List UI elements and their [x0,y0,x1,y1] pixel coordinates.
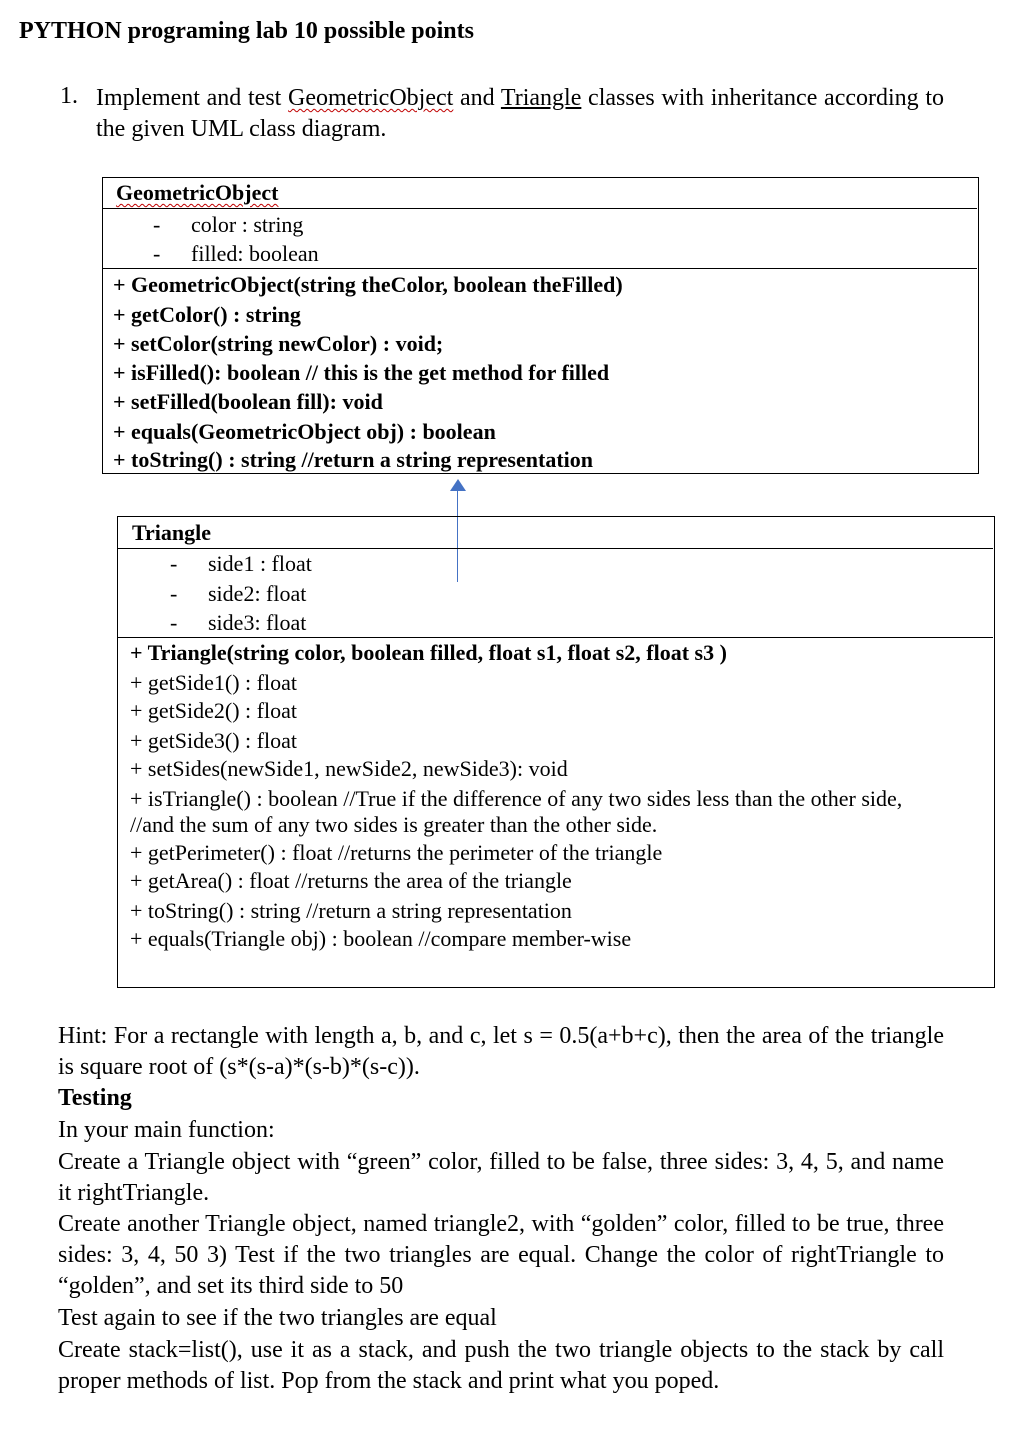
hint-paragraph: Hint: For a rectangle with length a, b, and c, let s = 0.5(a+b+c), then the area of the triangle is square root of (s*(s-a)*(s-b)*(s-c)). [58,1023,944,1080]
uml-method: + equals(GeometricObject obj) : boolean [113,419,496,444]
uml-method: + toString() : string //return a string representation [113,447,593,472]
uml-method: + getSide3() : float [130,728,297,753]
list-number: 1. [60,83,78,109]
uml-method: + getSide1() : float [130,670,297,695]
uml-method: + getColor() : string [113,302,301,327]
inheritance-arrow-head-icon [450,479,466,491]
uml-method: + equals(Triangle obj) : boolean //compare member-wise [130,926,632,951]
uml-method: + setColor(string newColor) : void; [113,331,444,356]
uml-attribute: side1 : float [208,551,312,576]
uml-method: + getSide2() : float [130,698,297,723]
uml-class-name: Triangle [132,520,212,545]
intro-text-3: classes with inheritance according to the given UML class diagram. [96,85,945,142]
uml-method: + isFilled(): boolean // this is the get method for filled [113,360,610,385]
testing-paragraph: Test again to see if the two triangles are equal [58,1305,497,1331]
attr-dash: - [153,241,161,266]
uml-method: + getArea() : float //returns the area of the triangle [130,868,572,893]
uml-class-name: GeometricObject [116,180,279,205]
uml-attribute: color : string [191,212,304,237]
uml-method: + setFilled(boolean fill): void [113,389,383,414]
attr-dash: - [170,610,178,635]
intro-text-1: Implement and test [96,85,289,111]
class-name-geometric-object: GeometricObject [288,85,454,111]
testing-paragraph: Create another Triangle object, named triangle2, with “golden” color, filled to be true, three sides: 3, 4, 50 3) Test if the two triangles are equal. Change the color of rightTriangle to “golden”, and set its third side to 50 [58,1211,944,1299]
uml-divider [103,208,977,209]
uml-method: + setSides(newSide1, newSide2, newSide3): void [130,756,568,781]
uml-method: + isTriangle() : boolean //True if the difference of any two sides less than the other side, [130,786,903,811]
uml-attribute: filled: boolean [191,241,319,266]
uml-method-comment: //and the sum of any two sides is greater than the other side. [130,812,658,837]
uml-divider [103,268,977,269]
geometric-object-uml-box [102,177,979,474]
testing-heading: Testing [58,1085,132,1111]
class-name-triangle: Triangle [500,85,582,111]
attr-dash: - [170,581,178,606]
attr-dash: - [170,551,178,576]
uml-attribute: side2: float [208,581,307,606]
testing-paragraph: Create a Triangle object with “green” color, filled to be false, three sides: 3, 4, 5, and name it rightTriangle. [58,1149,944,1206]
uml-divider [118,548,993,549]
uml-constructor: + Triangle(string color, boolean filled, float s1, float s2, float s3 ) [130,640,727,665]
testing-paragraph: In your main function: [58,1117,275,1143]
uml-method: + GeometricObject(string theColor, boolean theFilled) [113,272,623,297]
attr-dash: - [153,212,161,237]
intro-paragraph [96,83,944,145]
testing-paragraph: Create stack=list(), use it as a stack, and push the two triangle objects to the stack by call proper methods of list. Pop from the stack and print what you poped. [58,1337,944,1394]
triangle-uml-box [117,516,995,988]
uml-divider [118,637,993,638]
page-title: PYTHON programing lab 10 possible points [19,18,474,44]
uml-method: + getPerimeter() : float //returns the perimeter of the triangle [130,840,663,865]
uml-method: + toString() : string //return a string representation [130,898,572,923]
uml-attribute: side3: float [208,610,307,635]
intro-text-2: and [453,85,501,111]
